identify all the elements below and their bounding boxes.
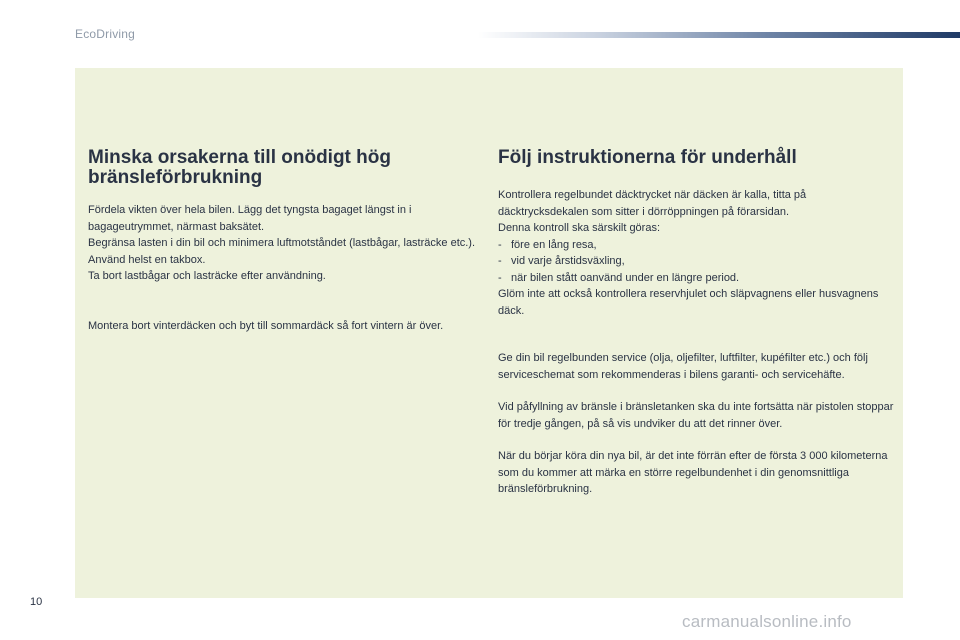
right-service: Ge din bil regelbunden service (olja, oljefilter, luftfilter, kupéfilter etc.) och följ serviceschemat som rekommenderas i bilens garanti- och servicehäfte. xyxy=(498,352,868,381)
left-paragraph-3: Ta bort lastbågar och lasträcke efter användning. xyxy=(88,270,326,282)
right-heading: Följ instruktionerna för underhåll xyxy=(498,147,797,168)
right-intro: Kontrollera regelbundet däcktrycket när däcken är kalla, titta på däcktrycksdekalen som sitter i dörröppningen på förarsidan. xyxy=(498,189,807,218)
right-new-car: När du börjar köra din nya bil, är det inte förrän efter de första 3 000 kilometerna som du kommer att märka en större regelbundenhet i din genomsnittliga bränsleförbrukning. xyxy=(498,450,888,495)
left-column xyxy=(88,148,483,334)
spacer xyxy=(498,319,898,350)
content-panel xyxy=(75,68,903,598)
list-item: - före en lång resa, xyxy=(498,238,597,251)
left-paragraph-1: Fördela vikten över hela bilen. Lägg det tyngsta bagaget längst in i bagageutrymmet, närmast baksätet. xyxy=(88,204,412,233)
section-label: EcoDriving xyxy=(75,27,136,41)
left-heading: Minska orsakerna till onödigt hög bränsleförbrukning xyxy=(88,147,391,188)
check-list xyxy=(498,237,898,287)
watermark: carmanualsonline.info xyxy=(682,612,852,631)
page-number: 10 xyxy=(30,596,43,608)
left-paragraph-tyres: Montera bort vinterdäcken och byt till sommardäck så fort vintern är över. xyxy=(88,319,444,332)
spacer xyxy=(88,285,483,318)
list-item: - vid varje årstidsväxling, xyxy=(498,255,625,267)
right-refuel: Vid påfyllning av bränsle i bränsletanken ska du inte fortsätta när pistolen stoppar för tredje gången, på så vis undviker du att det rinner över. xyxy=(498,401,894,430)
right-after-list: Glöm inte att också kontrollera reservhjulet och släpvagnens eller husvagnens däck. xyxy=(498,288,879,317)
header-gradient-bar xyxy=(478,32,960,38)
list-item: - när bilen stått oanvänd under en längre period. xyxy=(498,271,740,284)
left-paragraph-2: Begränsa lasten i din bil och minimera luftmotståndet (lastbågar, lasträcke etc.). Använd helst en takbox. xyxy=(88,237,476,266)
right-column xyxy=(498,148,898,498)
spacer xyxy=(498,432,898,448)
right-list-heading: Denna kontroll ska särskilt göras: xyxy=(498,222,661,234)
spacer xyxy=(498,383,898,399)
